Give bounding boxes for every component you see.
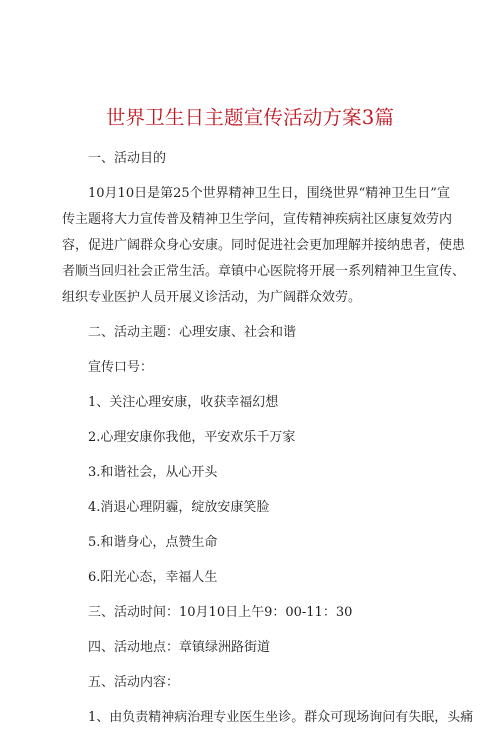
- slogan-item: 4.消退心理阴霾，绽放安康笑脸: [88, 500, 270, 515]
- document-body: [62, 146, 474, 731]
- section-heading-purpose: 一、活动目的: [88, 151, 167, 166]
- paragraph-line: 1、由负责精神病治理专业医生坐诊。群众可现场询问有失眠，头痛: [88, 710, 474, 725]
- paragraph-line: 容，促进广阔群众身心安康。同时促进社会更加理解并接纳患者，使患: [62, 238, 466, 253]
- section-heading-time: 三、活动时间：10月10日上午9：00-11：30: [88, 605, 353, 620]
- section-heading-theme: 二、活动主题：心理安康、社会和谐: [88, 325, 297, 340]
- section-heading-content: 五、活动内容：: [88, 675, 180, 690]
- paragraph-line: 组织专业医护人员开展义诊活动，为广阔群众效劳。: [62, 290, 362, 305]
- slogan-item: 3.和谐社会，从心开头: [88, 465, 218, 480]
- document-title: 世界卫生日主题宣传活动方案3篇: [105, 106, 395, 129]
- paragraph-line: 传主题将大力宣传普及精神卫生学问，宣传精神疾病社区康复效劳内: [62, 212, 453, 227]
- paragraph-line: 者顺当回归社会正常生活。章镇中心医院将开展一系列精神卫生宣传、: [62, 264, 466, 279]
- slogan-heading: 宣传口号：: [88, 360, 154, 375]
- slogan-item: 6.阳光心态，幸福人生: [88, 570, 218, 585]
- section-heading-location: 四、活动地点：章镇绿洲路街道: [88, 640, 271, 655]
- paragraph-line: 10月10日是第25个世界精神卫生日，围绕世界“精神卫生日”宣: [88, 186, 450, 201]
- slogan-item: 5.和谐身心，点赞生命: [88, 535, 218, 550]
- slogan-item: 2.心理安康你我他，平安欢乐千万家: [88, 430, 296, 445]
- slogan-item: 1、关注心理安康，收获幸福幻想: [88, 395, 279, 410]
